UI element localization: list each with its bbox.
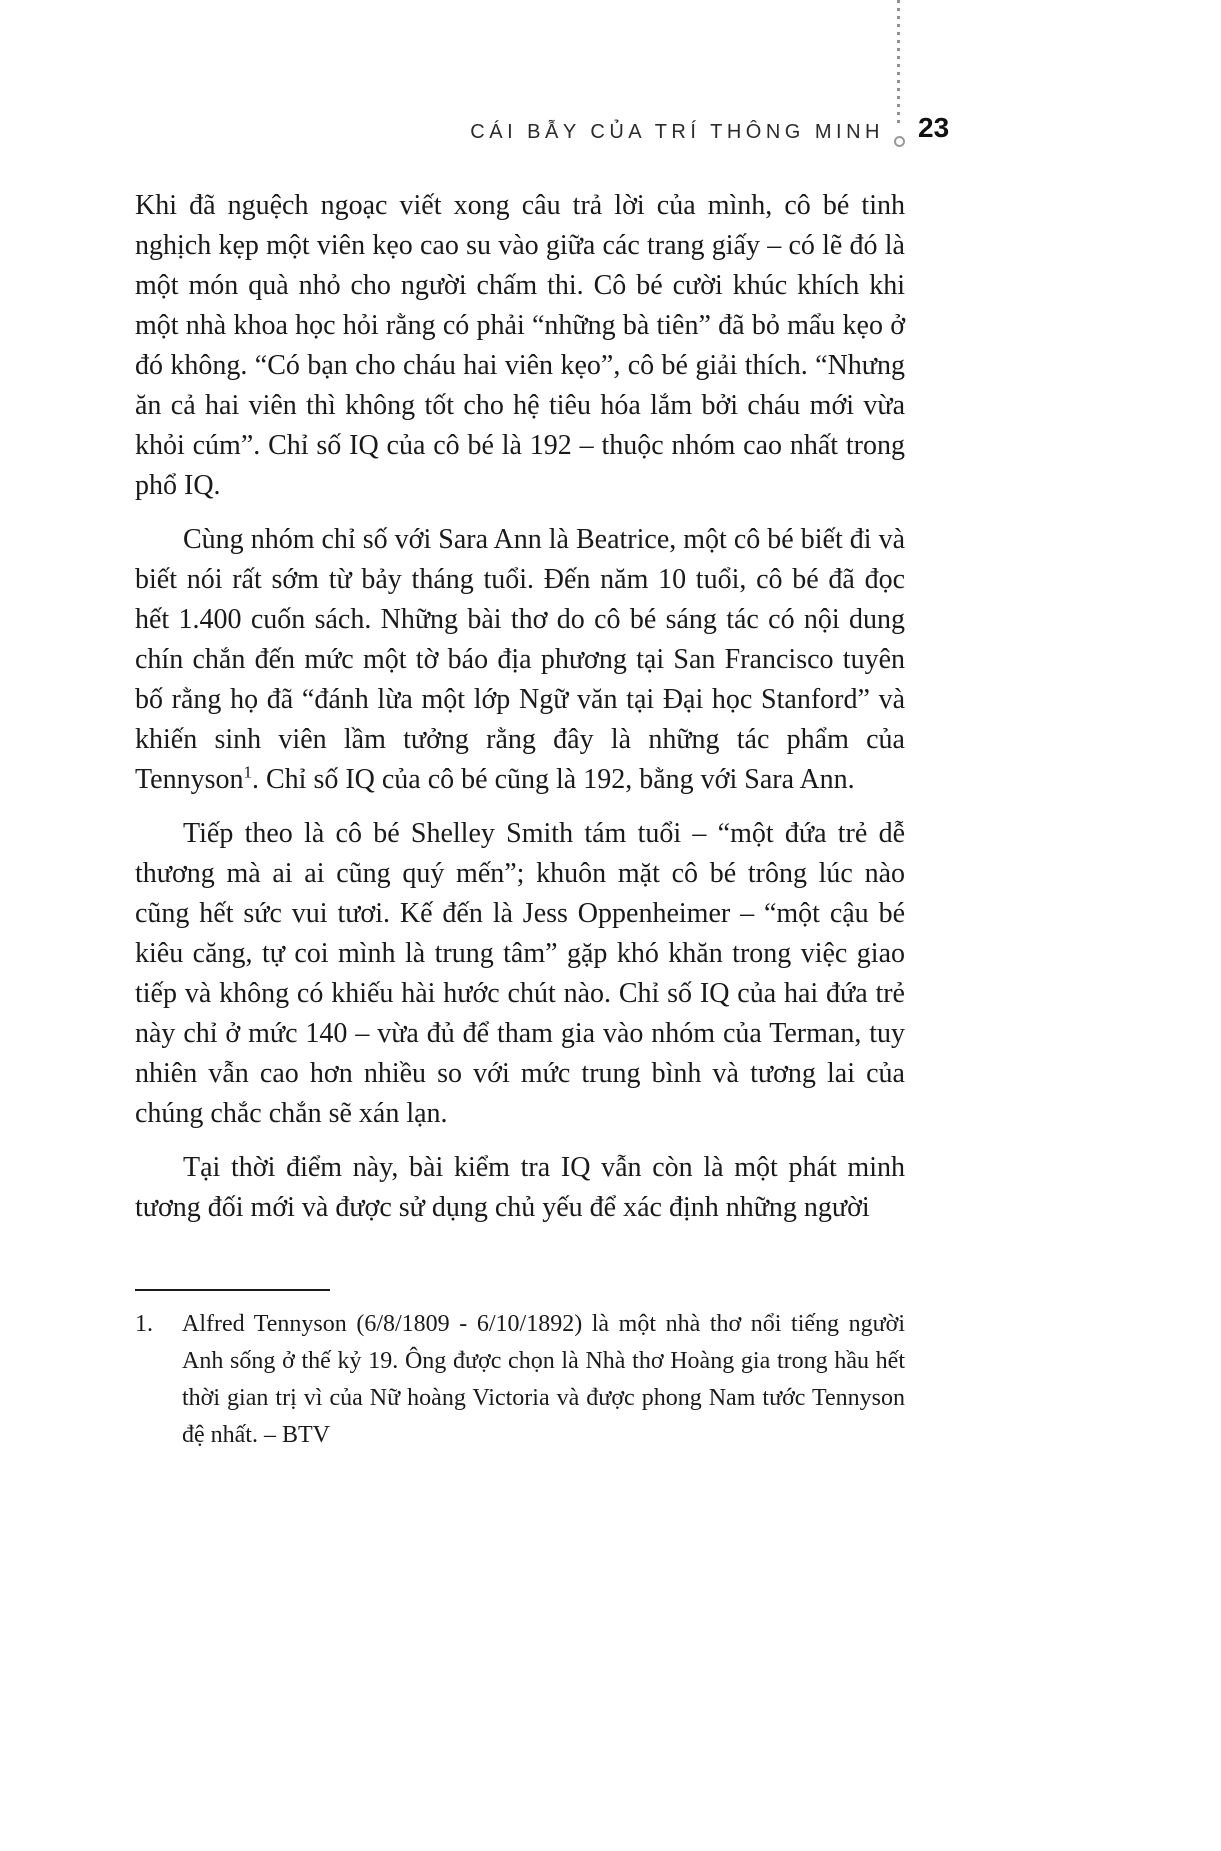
paragraph: Tiếp theo là cô bé Shelley Smith tám tuổi – “một đứa trẻ dễ thương mà ai ai cũng quý mến”; khuôn mặt cô bé trông lúc nào cũng hết sức vui tươi. Kế đến là Jess Oppenheimer – “một cậu bé kiêu căng, tự coi mình là trung tâm” gặp khó khăn trong việc giao tiếp và không có khiếu hài hước chút nào. Chỉ số IQ của hai đứa trẻ này chỉ ở mức 140 – vừa đủ để tham gia vào nhóm của Terman, tuy nhiên vẫn cao hơn nhiều so với mức trung bình và tương lai của chúng chắc chắn sẽ xán lạn.	[135, 818, 905, 1129]
page-number: 23	[918, 112, 950, 143]
body-text	[135, 186, 905, 1242]
paragraph: Khi đã nguệch ngoạc viết xong câu trả lời của mình, cô bé tinh nghịch kẹp một viên kẹo cao su vào giữa các trang giấy – có lẽ đó là một món quà nhỏ cho người chấm thi. Cô bé cười khúc khích khi một nhà khoa học hỏi rằng có phải “những bà tiên” đã bỏ mẩu kẹo ở đó không. “Có bạn cho cháu hai viên kẹo”, cô bé giải thích. “Nhưng ăn cả hai viên thì không tốt cho hệ tiêu hóa lắm bởi cháu mới vừa khỏi cúm”. Chỉ số IQ của cô bé là 192 – thuộc nhóm cao nhất trong phổ IQ.	[135, 190, 905, 501]
paragraph-text: Cùng nhóm chỉ số với Sara Ann là Beatrice, một cô bé biết đi và biết nói rất sớm từ bảy tháng tuổi. Đến năm 10 tuổi, cô bé đã đọc hết 1.400 cuốn sách. Những bài thơ do cô bé sáng tác có nội dung chín chắn đến mức một tờ báo địa phương tại San Francisco tuyên bố rằng họ đã “đánh lừa một lớp Ngữ văn tại Đại học Stanford” và khiến sinh viên lầm tưởng rằng đây là những tác phẩm của Tennyson	[135, 524, 905, 795]
running-title: CÁI BẪY CỦA TRÍ THÔNG MINH	[470, 121, 884, 143]
footnote	[135, 1306, 905, 1454]
footnote-text: Alfred Tennyson (6/8/1809 - 6/10/1892) là một nhà thơ nổi tiếng người Anh sống ở thế kỷ 19. Ông được chọn là Nhà thơ Hoàng gia trong hầu hết thời gian trị vì của Nữ hoàng Victoria và được phong Nam tước Tennyson đệ nhất. – BTV	[182, 1311, 905, 1448]
footnote-reference: 1	[243, 762, 252, 782]
dotted-divider	[897, 0, 900, 127]
paragraph	[135, 520, 905, 800]
footnote-marker: 1.	[135, 1311, 153, 1337]
footnote-separator	[135, 1289, 330, 1291]
ring-ornament-icon	[894, 136, 905, 147]
paragraph-text: . Chỉ số IQ của cô bé cũng là 192, bằng với Sara Ann.	[251, 764, 855, 795]
paragraph: Tại thời điểm này, bài kiểm tra IQ vẫn còn là một phát minh tương đối mới và được sử dụng chủ yếu để xác định những người	[135, 1152, 905, 1223]
